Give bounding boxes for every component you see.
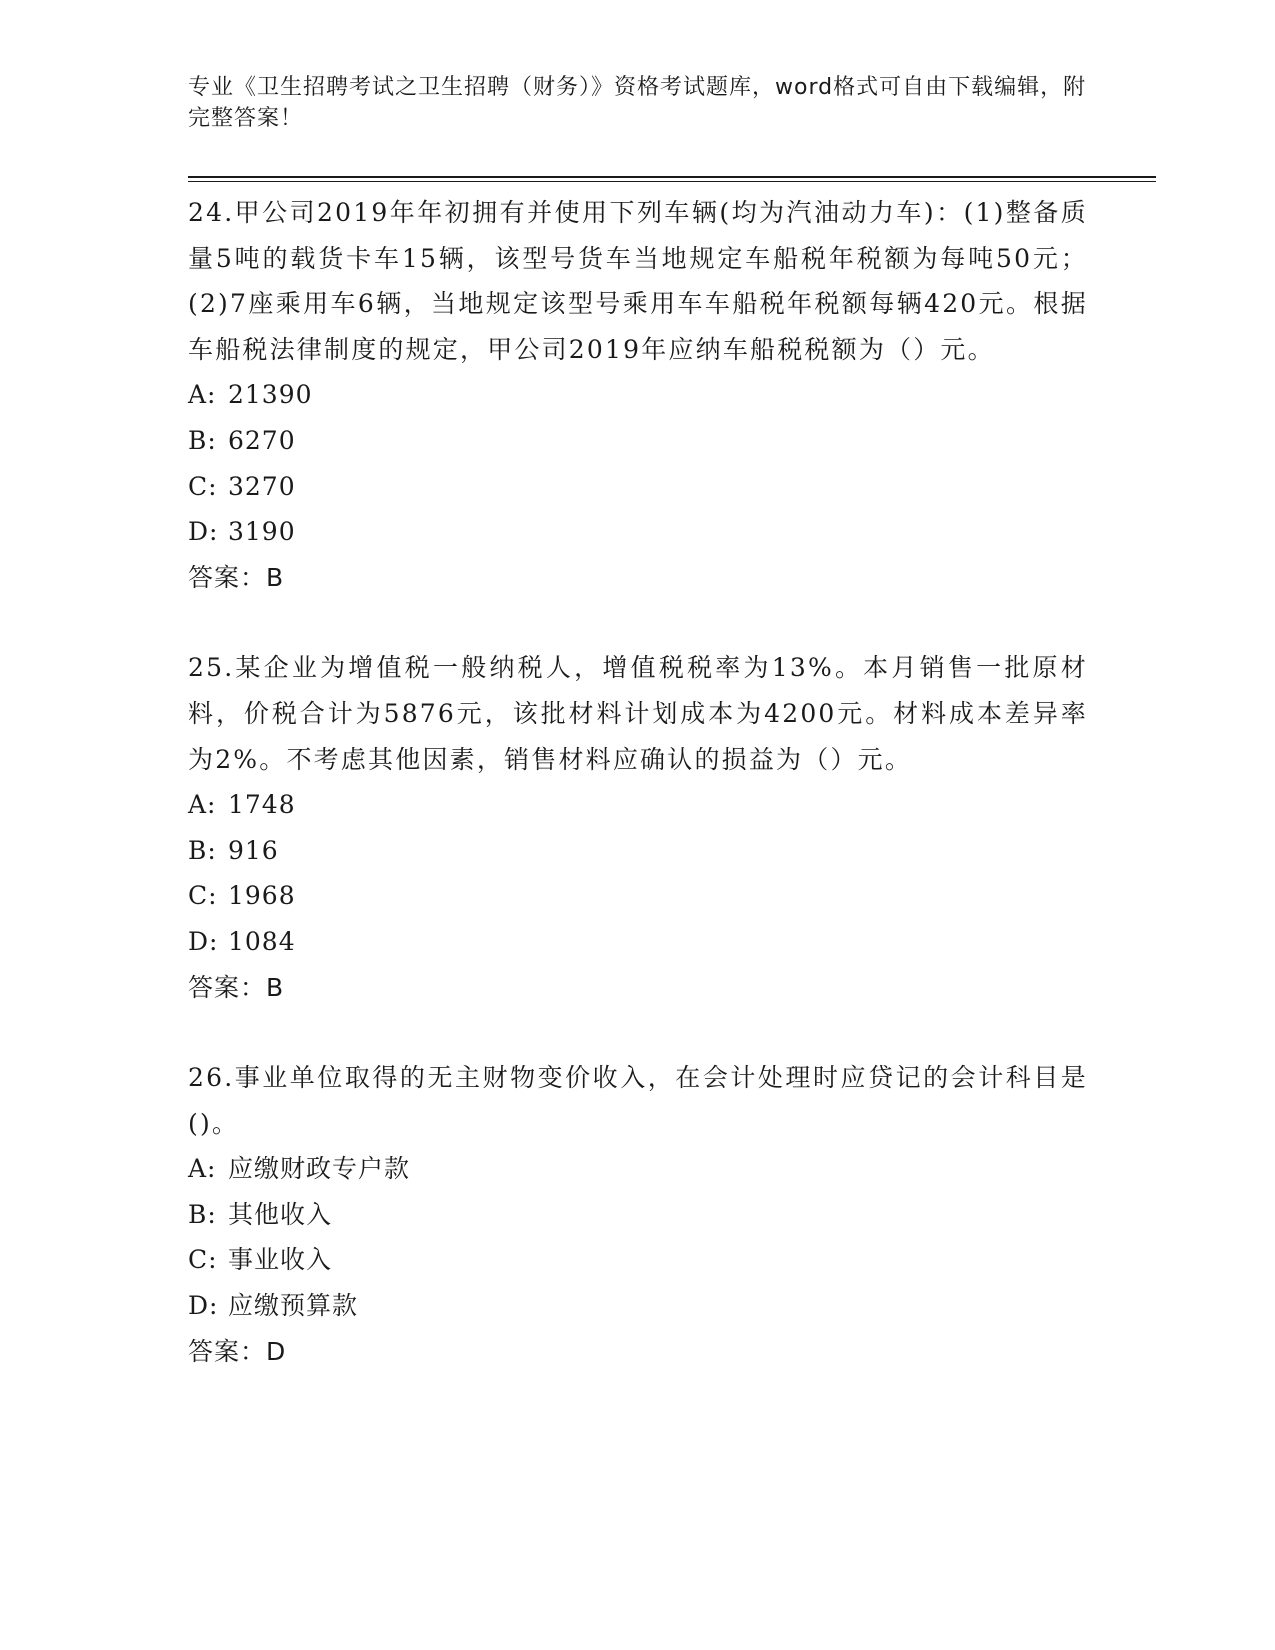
option-b (188, 828, 1088, 874)
option-text: 1084 (228, 926, 296, 956)
answer-line: 答案：D (188, 1336, 287, 1366)
option-a (188, 1146, 1088, 1192)
header-divider-thin (188, 181, 1156, 182)
answer-line: 答案：B (188, 972, 285, 1002)
option-c (188, 873, 1088, 919)
option-letter: A: (188, 1154, 217, 1184)
option-text: 1748 (228, 790, 296, 820)
option-letter: A: (188, 380, 217, 410)
option-text: 21390 (228, 380, 313, 410)
option-c (188, 464, 1088, 510)
option-letter: A: (188, 790, 217, 820)
option-text: 其他收入 (228, 1199, 333, 1229)
option-c (188, 1237, 1088, 1283)
question-spacer (188, 600, 1088, 645)
option-text: 事业收入 (228, 1245, 333, 1275)
option-letter: B: (188, 835, 217, 865)
option-letter: B: (188, 425, 217, 455)
option-letter: C: (188, 471, 218, 501)
option-d (188, 919, 1088, 965)
question-spacer (188, 1010, 1088, 1055)
option-letter: D: (188, 926, 219, 956)
option-letter: D: (188, 1291, 219, 1321)
option-letter: C: (188, 881, 218, 911)
question-stem: 24.甲公司2019年年初拥有并使用下列车辆(均为汽油动力车)：(1)整备质量5吨的载货卡车15辆，该型号货车当地规定车船税年税额为每吨50元；(2)7座乘用车6辆，当地规定该型号乘用车车船税年税额每辆420元。根据车船税法律制度的规定，甲公司2019年应纳车船税税额为（）元。 (188, 198, 1088, 364)
option-d (188, 1283, 1088, 1329)
option-a (188, 372, 1088, 418)
question-24 (188, 190, 1088, 600)
option-a (188, 782, 1088, 828)
option-text: 1968 (228, 881, 296, 911)
header-divider-thick (188, 176, 1156, 178)
option-b (188, 1192, 1088, 1238)
question-stem: 26.事业单位取得的无主财物变价收入，在会计处理时应贷记的会计科目是()。 (188, 1063, 1088, 1138)
question-25 (188, 645, 1088, 1010)
document-header: 专业《卫生招聘考试之卫生招聘（财务）》资格考试题库，word格式可自由下载编辑，附完整答案！ (188, 75, 1087, 131)
option-text: 应缴预算款 (228, 1291, 359, 1321)
option-letter: B: (188, 1199, 217, 1229)
option-d (188, 509, 1088, 555)
option-text: 6270 (228, 425, 296, 455)
option-b (188, 418, 1088, 464)
option-text: 3270 (228, 471, 296, 501)
question-stem: 25.某企业为增值税一般纳税人，增值税税率为13%。本月销售一批原材料，价税合计为5876元，该批材料计划成本为4200元。材料成本差异率为2%。不考虑其他因素，销售材料应确认的损益为（）元。 (188, 653, 1088, 774)
option-text: 916 (228, 835, 279, 865)
option-letter: C: (188, 1245, 218, 1275)
option-letter: D: (188, 517, 219, 547)
question-26 (188, 1055, 1088, 1374)
option-text: 应缴财政专户款 (228, 1154, 411, 1184)
option-text: 3190 (228, 517, 296, 547)
answer-line: 答案：B (188, 562, 285, 592)
question-list (188, 190, 1088, 1374)
